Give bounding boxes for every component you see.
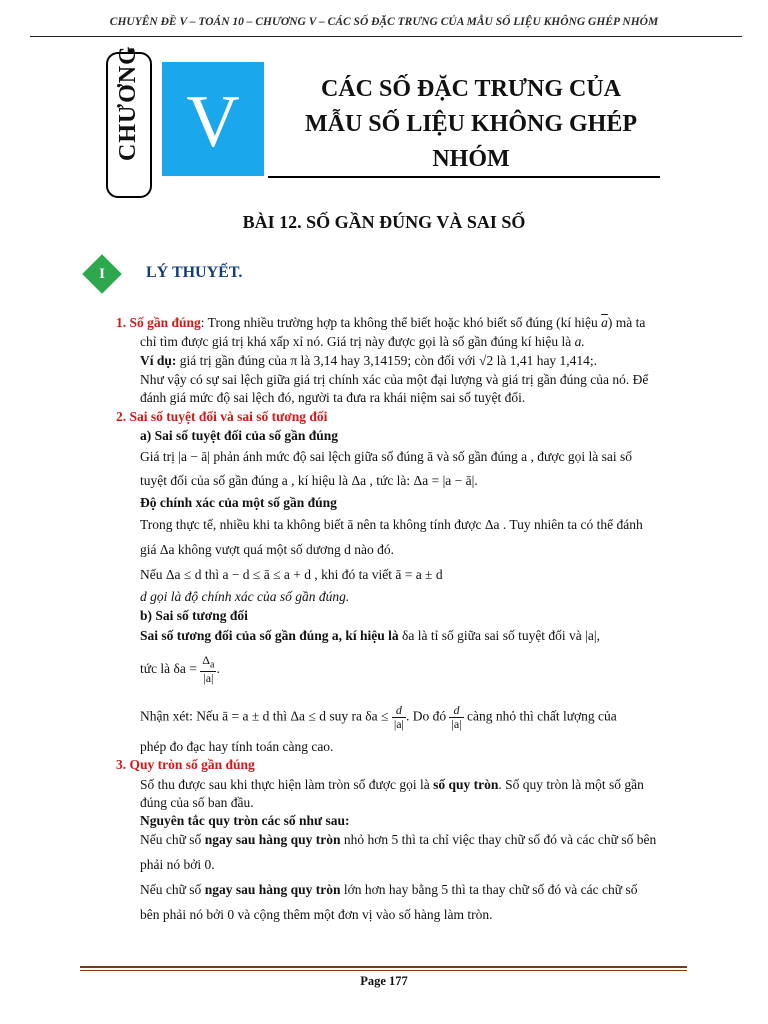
rule-1-line-2: phải nó bởi 0. [140,857,215,872]
note-fraction-2: $\frac{d}{|a|}$ [451,703,462,731]
chapter-title-line-2: MẪU SỐ LIỆU KHÔNG GHÉP [304,111,638,137]
s2b-rest: δa là tỉ số giữa sai số tuyệt đối và |a|, [398,628,600,643]
chapter-title-line-1: CÁC SỐ ĐẶC TRƯNG CỦA [320,76,621,102]
rule-1-c: nhỏ hơn 5 thì ta chỉ việc thay chữ số đó và các chữ số bên [343,832,657,847]
s2b-line-2: tức là δa = $\frac{\Delta_a}{|a|}$ . [140,653,220,686]
true-value-symbol: $\overline{a}$ [601,315,608,330]
accuracy-line-4: d gọi là độ chính xác của số gần đúng. [140,589,350,604]
running-header: CHUYÊN ĐỀ V – TOÁN 10 – CHƯƠNG V – CÁC SỐ ĐẶC TRƯNG CỦA MẪU SỐ LIỆU KHÔNG GHÉP NHÓM [109,16,659,28]
note-fraction-1: $\frac{d}{|a|}$ [393,703,404,731]
s3-text-b: số quy tròn [433,777,499,792]
note-text-2: . Do đó [405,708,447,724]
accuracy-line-2: giá Δa không vượt quá một số dương d nào đó. [140,542,394,557]
chapter-title [280,72,662,177]
accuracy-line-3: Nếu Δa ≤ d thì a − d ≤ ā ≤ a + d , khi đó ta viết ā = a ± d [140,567,443,582]
s2a-line-1: Giá trị |a − ā| phản ánh mức độ sai lệch giữa số đúng ā và số gần đúng a , được gọi là sai số [140,449,632,464]
chapter-title-line-3: NHÓM [432,146,510,172]
s1-heading: 1. Số gần đúng [116,315,201,330]
rule-2-b: ngay sau hàng quy tròn [204,882,341,897]
s1-line-2-text: chỉ tìm được giá trị khá xấp xỉ nó. Giá trị này được gọi là số gần đúng kí hiệu là [140,334,572,349]
s3-text-c: . Số quy tròn là một số gần [498,777,644,792]
lesson-title: BÀI 12. SỐ GẦN ĐÚNG VÀ SAI SỐ [242,212,526,232]
s2a-line-2: tuyệt đối của số gần đúng a , kí hiệu là Δa , tức là: Δa = |a − ā|. [140,473,478,488]
note-text-3: càng nhỏ thì chất lượng của [466,708,617,724]
rule-title: Nguyên tắc quy tròn các số như sau: [140,813,350,828]
s3-line-2: đúng của số ban đầu. [140,795,254,810]
note-line-1 [140,704,617,731]
section-title: LÝ THUYẾT. [146,264,243,281]
rule-2-line-2: bên phải nó bởi 0 và cộng thêm một đơn vị vào số hàng làm tròn. [140,907,493,922]
s3-text-a: Số thu được sau khi thực hiện làm tròn số được gọi là [140,777,430,792]
s2b-title: b) Sai số tương đối [140,608,248,623]
s1-line-2 [140,333,585,351]
approx-symbol: a. [574,334,585,349]
section-marker: I [99,266,105,282]
accuracy-line-1: Trong thực tế, nhiều khi ta không biết ā nên ta không tính được Δa . Tuy nhiên ta có thể đánh [140,517,643,532]
footer-rule [80,966,687,968]
s2b-bold: Sai số tương đối của số gần đúng a, kí hiệu là [140,628,399,643]
note-text-1: Nhận xét: Nếu ā = a ± d thì Δa ≤ d suy ra δa ≤ [140,708,389,724]
rule-1-a: Nếu chữ số [140,832,202,847]
rule-1-b: ngay sau hàng quy tròn [204,832,341,847]
s3-line-1 [140,776,644,794]
rule-2-c: lớn hơn hay bằng 5 thì ta thay chữ số đó và các chữ số [343,882,638,897]
page-number: Page 177 [360,974,408,988]
chapter-label: CHƯƠNG [115,45,141,161]
accuracy-title: Độ chính xác của một số gần đúng [140,495,337,510]
chapter-number: V [186,81,240,163]
rule-1-line-1 [140,831,656,849]
s1-line-4: Như vậy có sự sai lệch giữa giá trị chính xác của một đại lượng và giá trị gần đúng của nó. Để [140,372,649,387]
s1-text: : Trong nhiều trường hợp ta không thể biết hoặc khó biết số đúng (kí hiệu [200,315,598,330]
s2a-title: a) Sai số tuyệt đối của số gần đúng [140,428,339,443]
s2b-formula-label: tức là δa = [140,660,197,676]
s2-heading: 2. Sai số tuyệt đối và sai số tương đối [116,409,328,424]
header-rule [30,36,742,37]
rule-2-a: Nếu chữ số [140,882,202,897]
note-line-2: phép đo đạc hay tính toán càng cao. [140,739,334,754]
footer-rule-thin [80,970,687,971]
relative-error-fraction: $\frac{\Delta_a}{|a|}$ [202,653,215,686]
title-rule [268,176,660,178]
s1-line-1 [116,314,645,332]
s1-line-5: đánh giá mức độ sai lệch đó, người ta đưa ra khái niệm sai số tuyệt đối. [140,390,526,405]
s3-heading: 3. Quy tròn số gần đúng [116,757,255,772]
example-label: Ví dụ: [140,353,177,368]
s1-text-b: ) mà ta [607,315,646,330]
rule-2-line-1 [140,881,637,899]
s2b-line-1 [140,627,600,645]
example-text: giá trị gần đúng của π là 3,14 hay 3,14159; còn đối với √2 là 1,41 hay 1,414;. [176,353,598,368]
s1-example [140,352,597,370]
